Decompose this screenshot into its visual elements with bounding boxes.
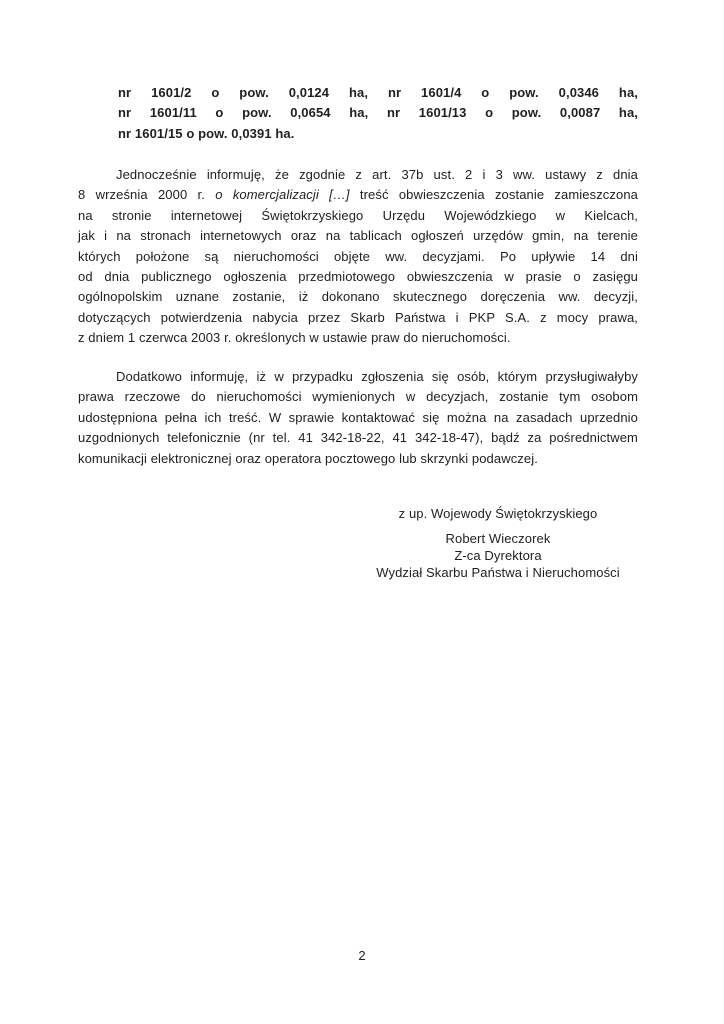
text-line	[78, 428, 638, 448]
text-line	[78, 408, 638, 428]
signature-authorization: z up. Wojewody Świętokrzyskiego	[398, 506, 598, 521]
text-line	[78, 449, 638, 469]
text-line	[78, 165, 638, 185]
text-segment: od dnia publicznego ogłoszenia przedmiotowego obwieszczenia w prasie o zasięgu	[78, 269, 638, 285]
text-segment: uzgodnionych telefonicznie (nr tel. 41 342-18-22, 41 342-18-47), bądź za pośrednictwem	[78, 430, 638, 446]
text-segment: Jednocześnie informuję, że zgodnie z art. 37b ust. 2 i 3 ww. ustawy z dnia	[116, 167, 638, 182]
text-segment: udostępniona pełna ich treść. W sprawie kontaktować się można na zasadach uprzednio	[78, 409, 638, 425]
text-segment: nr 1601/11 o pow. 0,0654 ha, nr 1601/13 o pow. 0,0087 ha,	[118, 105, 638, 121]
text-line	[78, 247, 638, 267]
text-segment: których położone są nieruchomości objęte ww. decyzjami. Po upływie 14 dni	[78, 248, 638, 264]
text-line	[78, 328, 638, 348]
text-segment: na stronie internetowej Świętokrzyskiego Urzędu Wojewódzkiego w Kielcach,	[78, 207, 638, 223]
text-segment: jak i na stronach internetowych oraz na tablicach ogłoszeń urzędów gmin, na terenie	[78, 228, 638, 244]
text-segment: treść obwieszczenia zostanie zamieszczona	[349, 187, 638, 203]
text-segment: nr 1601/2 o pow. 0,0124 ha, nr 1601/4 o pow. 0,0346 ha,	[118, 85, 638, 100]
paragraph-notice-service	[78, 165, 638, 349]
text-segment: z dniem 1 czerwca 2003 r. określonych w ustawie praw do nieruchomości.	[78, 330, 511, 346]
text-line	[78, 226, 638, 246]
text-line	[118, 103, 638, 123]
text-line	[78, 287, 638, 307]
signature-block	[338, 505, 658, 581]
text-segment: 8 września 2000 r.	[78, 187, 216, 203]
paragraph-notice-contact	[78, 367, 638, 469]
text-line	[78, 308, 638, 328]
italic-text-segment: o komercjalizacji […]	[215, 187, 350, 203]
text-segment: Dodatkowo informuję, iż w przypadku zgłoszenia się osób, którym przysługiwałyby	[116, 369, 638, 384]
signature-title: Z-ca Dyrektora	[454, 548, 542, 563]
text-line	[78, 206, 638, 226]
text-line	[78, 387, 638, 407]
text-segment: dotyczących potwierdzenia nabycia przez Skarb Państwa i PKP S.A. z mocy prawa,	[78, 309, 638, 325]
page-footer	[0, 948, 724, 963]
text-segment: ogólnopolskim uznane zostanie, iż dokonano skutecznego doręczenia ww. decyzji,	[78, 289, 638, 305]
text-line	[118, 124, 638, 144]
text-segment: prawa rzeczowe do nieruchomości wymienionych w decyzjach, zostanie tym osobom	[78, 389, 638, 405]
text-line	[118, 83, 638, 103]
text-segment: nr 1601/15 o pow. 0,0391 ha.	[118, 125, 295, 141]
paragraph-parcel-list	[118, 83, 638, 144]
signature-department: Wydział Skarbu Państwa i Nieruchomości	[376, 565, 620, 580]
text-line	[78, 267, 638, 287]
text-line	[78, 185, 638, 205]
text-segment: komunikacji elektronicznej oraz operatora pocztowego lub skrzynki podawczej.	[78, 450, 538, 466]
signature-name: Robert Wieczorek	[445, 531, 551, 546]
page-number: 2	[358, 948, 366, 963]
text-line	[78, 367, 638, 387]
signature-group	[338, 530, 658, 581]
